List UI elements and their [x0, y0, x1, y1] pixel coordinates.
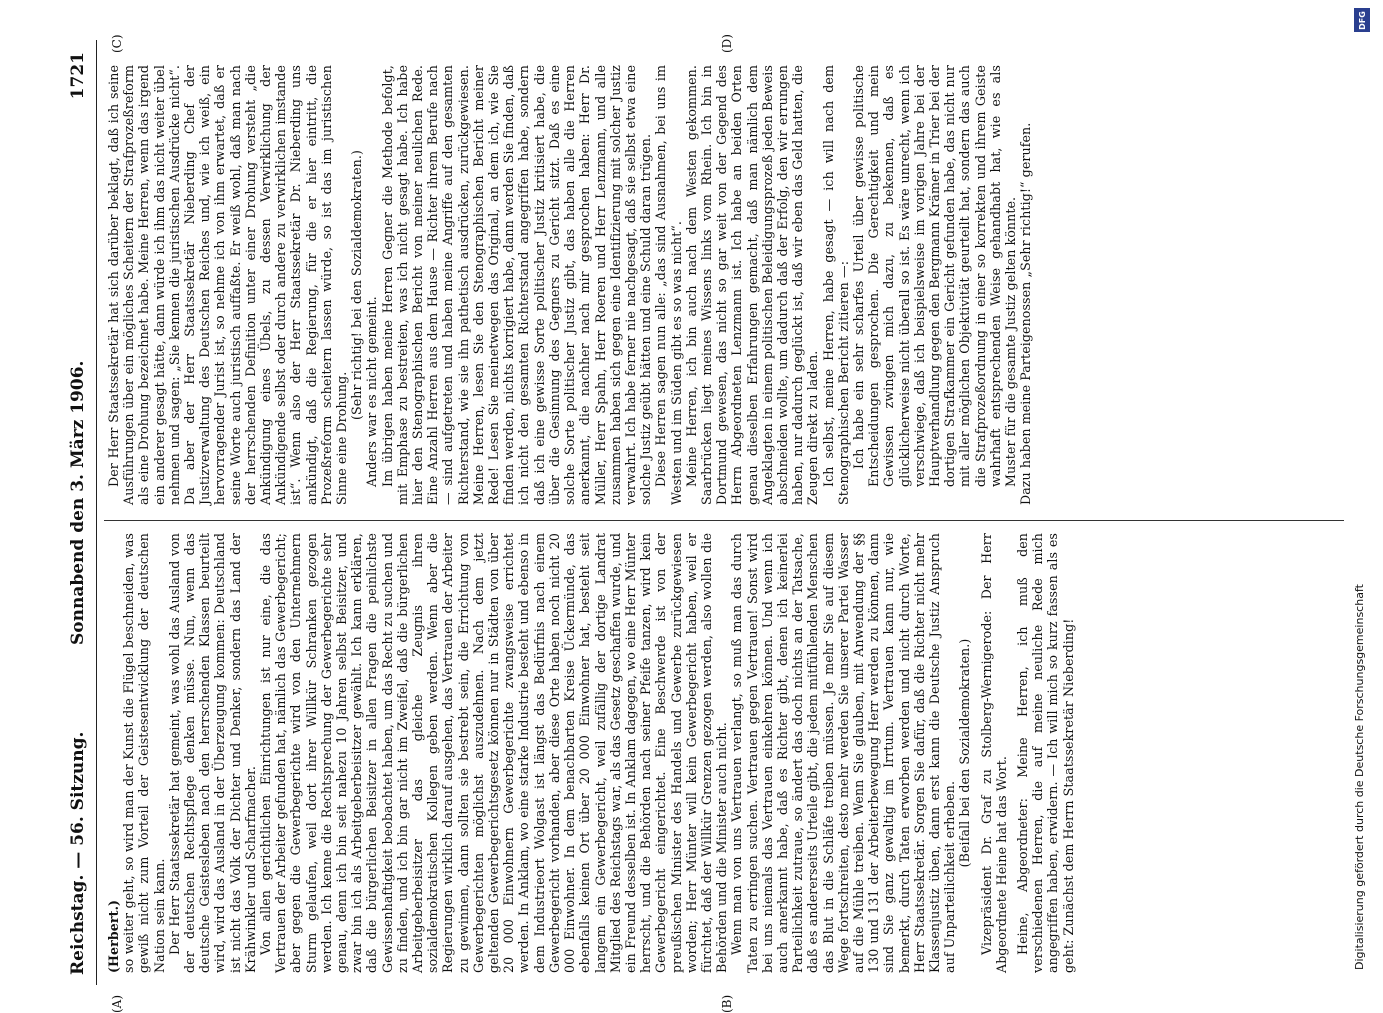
interjection-note: (Sehr richtig! bei den Sozialdemokraten.) [349, 150, 365, 420]
paragraph: Der Herr Staatssekretär hat gemeint, was wohl das Ausland von der deutschen Rechtspflege denken müsse. Nun, wenn das deutsche Geistesleben nach den herrschenden Klassen beurteilt wird, wird das Ausland in der Überzeugung kommen: Deutschland ist nicht das Volk der Dichter und Denker, sondern das Land der Krähwinkler und Scharfmacher. [166, 533, 258, 973]
speaker-name: (Herbert.) [106, 899, 121, 973]
right-text-column [106, 65, 1033, 505]
margin-marker-a: (A) [110, 994, 124, 1013]
page-header [60, 40, 97, 985]
paragraph: Im übrigen haben meine Herren Gegner die Methode befolgt, mit Emphase zu bestreiten, was ich nicht gesagt habe. Ich habe hier den Stenographischen Bericht von meiner neulichen Rede. Eine Anzahl Herren aus dem Hause — Richter ihrem Berufe nach — sind aufgetreten und haben meine Angriffe auf den gesamten Richterstand, wie sie ihn pathetisch ausdrücken, zurückgewiesen. Meine Herren, lesen Sie den Stenographischen Bericht meiner Rede! Lesen Sie meinetwegen das Original, an dem ich, wie Sie finden werden, nichts korrigiert habe, dann werden Sie finden, daß ich nicht den gesamten Richterstand angegriffen habe, sondern daß ich eine gewisse Sorte politischer Justiz kritisiert habe, die über die Gesinnung des Gegners zu Gericht sitzt. Daß es eine solche Sorte politischer Justiz gibt, das haben alle die Herren anerkannt, die nachher nach mir gesprochen haben: Herr Dr. Müller, Herr Spahn, Herr Roeren und Herr Lenzmann, und alle zusammen haben sich gegen eine Identifizierung mit solcher Justiz verwahrt. Ich habe ferner nie nachgesagt, daß sie selbst etwa eine solche Justiz geübt hätten und eine Schuld daran trügen. [379, 65, 654, 505]
digitization-credit [1353, 30, 1373, 980]
paragraph: Diese Herren sagen nun alle: „das sind Ausnahmen, bei uns im Westen und im Süden gibt es so was nicht“. [653, 65, 684, 505]
paragraph: so weiter geht, so wird man der Kunst die Flügel beschneiden, was gewiß nicht zum Vorteil der Geistesentwicklung der deutschen Nation sein kann. [121, 533, 167, 973]
rotated-document-page [60, 34, 1360, 1013]
paragraph: Der Herr Staatssekretär hat sich darüber beklagt, daß ich seine Ausführungen über ein mögliches Scheitern der Strafprozeßreform als eine Drohung bezeichnet habe. Meine Herren, wenn das irgend ein anderer gesagt hätte, dann würde ich ihm das nicht weiter übel nehmen und sagen: „Sie kennen die juristischen Ausdrücke nicht“. Da aber der Herr Staatssekretär Nieberding Chef der Justizverwaltung des Deutschen Reiches und, wie ich weiß, ein hervorragender Jurist ist, so nehme ich von ihm erwartet, daß er seine Worte auch juristisch auffaßte. Er weiß wohl, daß man nach der herrschenden Definition unter einer Drohung versteht „die Ankündigung eines Übels, zu dessen Verwirklichung der Ankündigende selbst oder durch andere zu verwirklichen imstande ist“. Wenn also der Herr Staatssekretär Dr. Nieberding uns ankündigt, daß die Regierung, für die er hier eintritt, die Prozeßreform scheitern lassen würde, so ist das im juristischen Sinne eine Drohung. [106, 65, 350, 505]
quoted-paragraph: Ich habe ein sehr scharfes Urteil über gewisse politische Entscheidungen gesprochen. Die Gerechtigkeit und mein Gewissen zwingen mich dazu, zu bekennen, daß es glücklicherweise nicht überall so ist. Es wäre unrecht, wenn ich verschwiege, daß ich beispielsweise im vorigen Jahre bei der Hauptverhandlung gegen den Bergmann Krämer in Trier bei der dortigen Strafkammer ein Gericht gefunden habe, das nicht nur mit aller möglichen Objektivität geurteilt hat, sondern das auch die Strafprozeßordnung in einer so korrekten und ihrem Geiste wahrhaft entsprechenden Weise gehandhabt hat, wie es als Muster für die gesamte Justiz gelten könnte. [850, 65, 1018, 487]
paragraph: Meine Herren, ich bin auch nach dem Westen gekommen. Saarbrücken liegt meines Wissens links vom Rhein. Ich bin in Dortmund gewesen, das nicht so gar weit von der Gegend des Herrn Abgeordneten Lenzmann ist. Ich habe an beiden Orten genau dieselben Erfahrungen gemacht, daß man nämlich dem Angeklagten in einem politischen Beleidigungsprozeß jeden Beweis abschneiden wollte, um dadurch daß der Erfolg, den wir errungen haben, nur dadurch geglückt ist, daß wir eben das Geld hatten, die Zeugen direkt zu laden. [683, 65, 821, 505]
column-divider [104, 520, 1344, 521]
dfg-logo-text: DFG [1357, 10, 1367, 30]
dfg-logo [1354, 8, 1370, 32]
paragraph: Heine, Abgeordneter: Meine Herren, ich muß den verschiedenen Herren, die auf meine neuliche Rede mich angegriffen haben, erwidern. — Ich will mich so kurz fassen als es geht: Zunächst dem Herrn Staatssekretär Nieberding! [1014, 533, 1076, 973]
digitization-credit-text: Digitalisierung gefördert durch die Deutsche Forschungsgemeinschaft [1353, 584, 1366, 970]
paragraph: Von allen gerichtlichen Einrichtungen ist nur eine, die das Vertrauen der Arbeiter gefunden hat, nämlich das Gewerbegericht; aber gegen die Gewerbegerichte wird von den Unternehmern Sturm gelaufen, weil dort ihrer Willkür Schranken gezogen werden. Ich kenne die Rechtsprechung der Gewerbegerichte sehr genau, denn ich bin seit nahezu 10 Jahren selbst Beisitzer, und zwar bin ich als Arbeitgeberbeisitzer gewählt. Ich kann erklären, daß die bürgerlichen Beisitzer in allen Fragen die peinlichste Gewissenhaftigkeit beobachtet haben, um das Recht zu suchen und zu finden, und ich bin gar nicht im Zweifel, daß die bürgerlichen Arbeitgeberbeisitzer das gleiche Zeugnis ihren sozialdemokratischen Kollegen geben werden. Wenn aber die Regierungen wirklich darauf ausgehen, das Vertrauen der Arbeiter zu gewinnen, dann sollten sie bestrebt sein, die Errichtung von Gewerbegerichten möglichst auszudehnen. Nach dem jetzt geltenden Gewerbegerichtsgesetz können nur in Städten von über 20 000 Einwohnern Gewerbegerichte zwangsweise errichtet werden. In Anklam, wo eine starke Industrie besteht und ebenso in dem Industrieort Wolgast ist längst das Bedürfnis nach einem Gewerbegericht vorhanden, aber diese Orte haben noch nicht 20 000 Einwohner. In dem benachbarten Kreise Ückermünde, das ebenfalls keinen Ort über 20 000 Einwohner hat, besteht seit langem ein Gewerbegericht, weil zufällig der dortige Landrat Mitglied des Reichstags war, als das Gesetz geschaffen wurde, und ein Freund desselben ist. In Anklam dagegen, wo eine Herr Münter herrscht, und die Behörden nach seiner Pfeife tanzen, wird kein Gewerbegericht eingerichtet. Eine Beschwerde ist von der preußischen Minister des Handels und Gewerbe zurückgewiesen worden; Herr Münter will kein Gewerbegericht haben, weil er fürchtet, daß der Willkür Grenzen gezogen werden, also wollen die Behörden und die Minister auch nicht. [258, 533, 730, 973]
margin-marker-b: (B) [720, 994, 734, 1013]
paragraph: Dazu haben meine Parteigenossen „Sehr richtig!“ gerufen. [1018, 122, 1034, 505]
left-text-column [106, 533, 1076, 973]
paragraph: Anders war es nicht gemeint. [364, 296, 380, 487]
header-date: Sonnabend den 3. März 1906. [68, 360, 88, 645]
margin-marker-d: (D) [720, 34, 734, 53]
page-number: 1721 [68, 52, 88, 100]
paragraph: Ich selbst, meine Herren, habe gesagt — ich will nach dem Stenographischen Bericht zitieren —: [820, 65, 851, 505]
paragraph: Vizepräsident Dr. Graf zu Stolberg-Wernigerode: Der Herr Abgeordnete Heine hat das Wort. [978, 533, 1009, 973]
paragraph: Wenn man von uns Vertrauen verlangt, so muß man das durch Taten zu erringen suchen. Vertrauen gegen Vertrauen! Sonst wird bei uns niemals das Vertrauen einkehren können. Und wenn ich auch anerkannt habe, daß es Richter gibt, denen ich keinerlei Parteilichkeit zutraue, so ändert das doch nichts an der Tatsache, daß es andererseits Urteile gibt, die jedem mitfühlenden Menschen das Blut in die Schläfe treiben müssen. Je mehr Sie auf diesem Wege fortschreiten, desto mehr werden Sie unserer Partei Wasser auf die Mühle treiben. Wenn Sie glauben, mit Anwendung der §§ 130 und 131 der Arbeiterbewegung Herr werden zu können, dann sind Sie ganz gewaltig im Irrtum. Vertrauen kann nur, wie bemerkt, durch Taten erworben werden und nicht durch Worte, Herr Staatssekretär. Sorgen Sie dafür, daß die Richter nicht mehr Klassenjustiz üben, dann erst kann die Deutsche Justiz Anspruch auf Unparteilichkeit erheben. [729, 533, 958, 973]
margin-marker-c: (C) [110, 34, 124, 53]
header-left: Reichstag. — 56. Sitzung. [68, 731, 88, 975]
applause-note: (Beifall bei den Sozialdemokraten.) [957, 638, 973, 868]
